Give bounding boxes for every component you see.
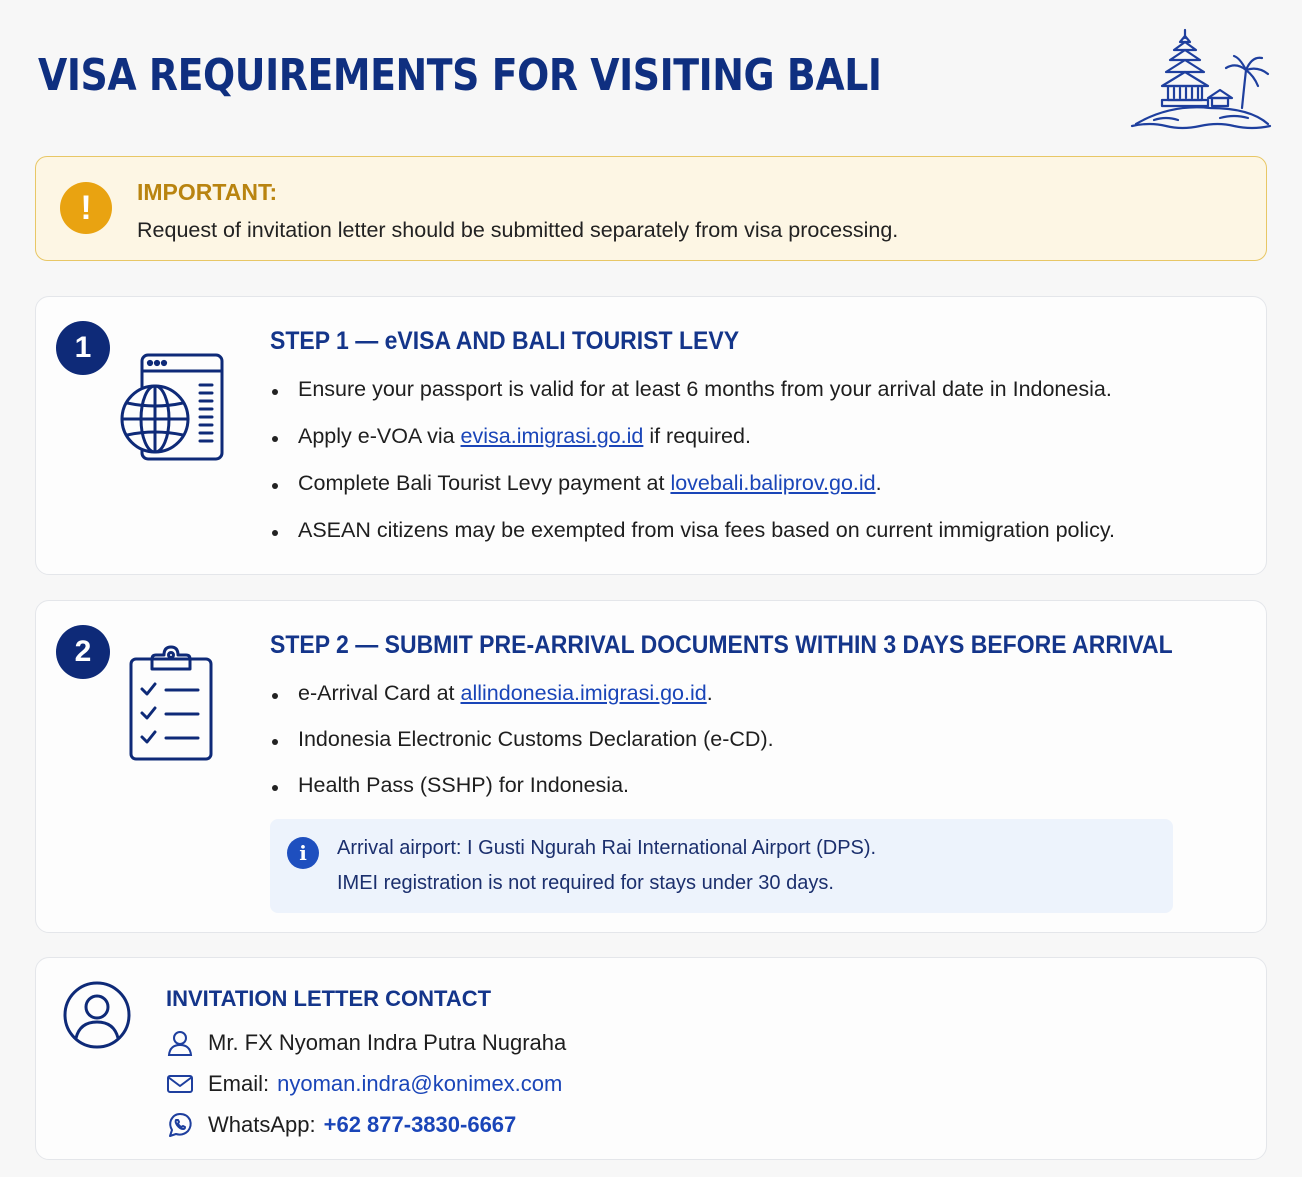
user-circle-icon — [62, 980, 132, 1050]
evisa-link[interactable]: evisa.imigrasi.go.id — [460, 424, 644, 448]
email-link[interactable]: nyoman.indra@konimex.com — [277, 1071, 563, 1096]
info-note — [270, 819, 1173, 913]
bullet-text: if required. — [643, 424, 751, 448]
whatsapp-icon — [166, 1111, 194, 1139]
list-item — [270, 773, 774, 819]
person-icon — [166, 1029, 194, 1057]
temple-palm-logo — [1130, 28, 1272, 132]
list-item — [270, 518, 1115, 565]
bullet-text: Complete Bali Tourist Levy payment at — [298, 471, 671, 495]
allindonesia-link[interactable]: allindonesia.imigrasi.go.id — [460, 681, 707, 705]
globe-browser-icon — [118, 351, 226, 463]
contact-name-row — [166, 1028, 566, 1058]
step-2-title: STEP 2 — SUBMIT PRE-ARRIVAL DOCUMENTS WITHIN 3 DAYS BEFORE ARRIVAL — [270, 631, 1173, 659]
important-text: Request of invitation letter should be submitted separately from visa processing. — [137, 218, 899, 242]
list-item — [270, 727, 774, 773]
info-line-airport: Arrival airport: I Gusti Ngurah Rai International Airport (DPS). — [337, 837, 877, 859]
contact-title: INVITATION LETTER CONTACT — [166, 986, 492, 1011]
bullet-text: Apply e-VOA via — [298, 424, 461, 448]
lovebali-link[interactable]: lovebali.baliprov.go.id — [670, 471, 876, 495]
info-line-imei: IMEI registration is not required for stays under 30 days. — [337, 872, 834, 894]
step-number-badge: 2 — [56, 625, 110, 679]
mail-icon — [166, 1070, 194, 1098]
bullet-text: . — [875, 471, 882, 495]
bullet-text: e-Arrival Card at — [298, 681, 461, 705]
contact-whatsapp-row — [166, 1110, 516, 1140]
bullet-text: Indonesia Electronic Customs Declaration (e-CD). — [298, 727, 774, 751]
step-1-list — [270, 377, 1115, 565]
step-2-list — [270, 681, 774, 819]
contact-card — [35, 957, 1267, 1160]
email-label: Email: — [208, 1071, 270, 1096]
bullet-text: . — [706, 681, 713, 705]
step-number-badge: 1 — [56, 321, 110, 375]
bullet-text: Health Pass (SSHP) for Indonesia. — [298, 773, 630, 797]
step-1-card — [35, 296, 1267, 575]
info-icon: i — [287, 837, 319, 869]
warning-icon: ! — [60, 182, 112, 234]
bullet-text: ASEAN citizens may be exempted from visa fees based on current immigration policy. — [298, 518, 1115, 542]
contact-name: Mr. FX Nyoman Indra Putra Nugraha — [208, 1030, 567, 1055]
important-label: IMPORTANT: — [137, 179, 278, 205]
list-item — [270, 424, 1115, 471]
bullet-text: Ensure your passport is valid for at least 6 months from your arrival date in Indonesia. — [298, 377, 1112, 401]
clipboard-checklist-icon — [128, 645, 214, 763]
contact-email-row — [166, 1069, 562, 1099]
list-item — [270, 681, 774, 727]
list-item — [270, 471, 1115, 518]
list-item — [270, 377, 1115, 424]
step-1-title: STEP 1 — eVISA AND BALI TOURIST LEVY — [270, 327, 740, 355]
page-title: VISA REQUIREMENTS FOR VISITING BALI — [38, 50, 882, 101]
whatsapp-number[interactable]: +62 877-3830-6667 — [323, 1112, 517, 1137]
whatsapp-label: WhatsApp: — [208, 1112, 316, 1137]
important-notice — [35, 156, 1267, 261]
step-2-card — [35, 600, 1267, 933]
